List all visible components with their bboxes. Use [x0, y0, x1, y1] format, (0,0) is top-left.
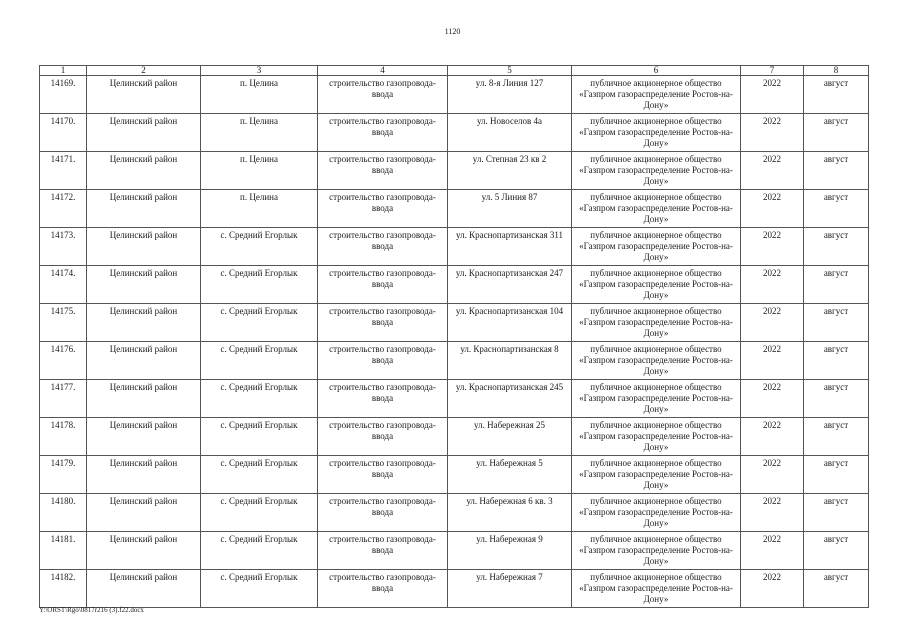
year-cell: 2022 [741, 76, 804, 114]
work-type-cell: строительство газопровода-ввода [318, 114, 448, 152]
month-cell: август [804, 342, 869, 380]
column-header: 4 [318, 66, 448, 76]
row-number-cell: 14180. [40, 494, 87, 532]
month-cell: август [804, 76, 869, 114]
district-cell: Целинский район [87, 76, 201, 114]
address-cell: ул. Степная 23 кв 2 [448, 152, 572, 190]
organization-cell: публичное акционерное общество «Газпром газораспределение Ростов-на-Дону» [572, 228, 741, 266]
table-row [40, 152, 869, 190]
locality-cell: с. Средний Егорлык [201, 304, 318, 342]
district-cell: Целинский район [87, 342, 201, 380]
address-cell: ул. Набережная 7 [448, 570, 572, 608]
month-cell: август [804, 570, 869, 608]
work-type-cell: строительство газопровода-ввода [318, 266, 448, 304]
organization-cell: публичное акционерное общество «Газпром газораспределение Ростов-на-Дону» [572, 532, 741, 570]
column-header: 1 [40, 66, 87, 76]
year-cell: 2022 [741, 114, 804, 152]
organization-cell: публичное акционерное общество «Газпром газораспределение Ростов-на-Дону» [572, 152, 741, 190]
table-row [40, 570, 869, 608]
table-row [40, 494, 869, 532]
district-cell: Целинский район [87, 570, 201, 608]
work-type-cell: строительство газопровода-ввода [318, 342, 448, 380]
address-cell: ул. Набережная 9 [448, 532, 572, 570]
district-cell: Целинский район [87, 380, 201, 418]
work-type-cell: строительство газопровода-ввода [318, 456, 448, 494]
row-number-cell: 14181. [40, 532, 87, 570]
table-row [40, 456, 869, 494]
column-header: 5 [448, 66, 572, 76]
row-number-cell: 14176. [40, 342, 87, 380]
year-cell: 2022 [741, 570, 804, 608]
district-cell: Целинский район [87, 190, 201, 228]
locality-cell: п. Целина [201, 190, 318, 228]
file-path-footer: Y:\ORST\Rgo\0817r216 (3).f22.docx [39, 606, 144, 614]
work-type-cell: строительство газопровода-ввода [318, 570, 448, 608]
month-cell: август [804, 152, 869, 190]
table-row [40, 114, 869, 152]
district-cell: Целинский район [87, 532, 201, 570]
table-row [40, 418, 869, 456]
column-header: 2 [87, 66, 201, 76]
locality-cell: с. Средний Егорлык [201, 456, 318, 494]
month-cell: август [804, 532, 869, 570]
locality-cell: с. Средний Егорлык [201, 228, 318, 266]
year-cell: 2022 [741, 380, 804, 418]
locality-cell: с. Средний Егорлык [201, 418, 318, 456]
table-row [40, 76, 869, 114]
table-row [40, 266, 869, 304]
row-number-cell: 14175. [40, 304, 87, 342]
organization-cell: публичное акционерное общество «Газпром газораспределение Ростов-на-Дону» [572, 266, 741, 304]
address-cell: ул. Краснопартизанская 104 [448, 304, 572, 342]
locality-cell: п. Целина [201, 76, 318, 114]
address-cell: ул. Набережная 6 кв. 3 [448, 494, 572, 532]
row-number-cell: 14170. [40, 114, 87, 152]
month-cell: август [804, 190, 869, 228]
table-row [40, 228, 869, 266]
organization-cell: публичное акционерное общество «Газпром газораспределение Ростов-на-Дону» [572, 456, 741, 494]
year-cell: 2022 [741, 456, 804, 494]
district-cell: Целинский район [87, 456, 201, 494]
year-cell: 2022 [741, 494, 804, 532]
organization-cell: публичное акционерное общество «Газпром газораспределение Ростов-на-Дону» [572, 570, 741, 608]
organization-cell: публичное акционерное общество «Газпром газораспределение Ростов-на-Дону» [572, 418, 741, 456]
district-cell: Целинский район [87, 418, 201, 456]
month-cell: август [804, 456, 869, 494]
table-body [40, 76, 869, 608]
year-cell: 2022 [741, 152, 804, 190]
locality-cell: с. Средний Егорлык [201, 266, 318, 304]
address-cell: ул. Набережная 5 [448, 456, 572, 494]
address-cell: ул. Краснопартизанская 245 [448, 380, 572, 418]
organization-cell: публичное акционерное общество «Газпром газораспределение Ростов-на-Дону» [572, 342, 741, 380]
organization-cell: публичное акционерное общество «Газпром газораспределение Ростов-на-Дону» [572, 114, 741, 152]
organization-cell: публичное акционерное общество «Газпром газораспределение Ростов-на-Дону» [572, 494, 741, 532]
row-number-cell: 14171. [40, 152, 87, 190]
register-table [39, 65, 869, 608]
locality-cell: с. Средний Егорлык [201, 494, 318, 532]
locality-cell: с. Средний Егорлык [201, 570, 318, 608]
row-number-cell: 14174. [40, 266, 87, 304]
column-header: 3 [201, 66, 318, 76]
locality-cell: п. Целина [201, 114, 318, 152]
organization-cell: публичное акционерное общество «Газпром газораспределение Ростов-на-Дону» [572, 190, 741, 228]
district-cell: Целинский район [87, 304, 201, 342]
organization-cell: публичное акционерное общество «Газпром газораспределение Ростов-на-Дону» [572, 304, 741, 342]
work-type-cell: строительство газопровода-ввода [318, 152, 448, 190]
table-row [40, 304, 869, 342]
work-type-cell: строительство газопровода-ввода [318, 228, 448, 266]
district-cell: Целинский район [87, 152, 201, 190]
address-cell: ул. Новоселов 4а [448, 114, 572, 152]
row-number-cell: 14177. [40, 380, 87, 418]
table-row [40, 532, 869, 570]
year-cell: 2022 [741, 190, 804, 228]
month-cell: август [804, 228, 869, 266]
work-type-cell: строительство газопровода-ввода [318, 418, 448, 456]
row-number-cell: 14173. [40, 228, 87, 266]
locality-cell: п. Целина [201, 152, 318, 190]
row-number-cell: 14179. [40, 456, 87, 494]
page-number: 1120 [444, 27, 461, 36]
work-type-cell: строительство газопровода-ввода [318, 304, 448, 342]
address-cell: ул. Краснопартизанская 8 [448, 342, 572, 380]
column-header: 8 [804, 66, 869, 76]
work-type-cell: строительство газопровода-ввода [318, 494, 448, 532]
row-number-cell: 14178. [40, 418, 87, 456]
year-cell: 2022 [741, 304, 804, 342]
organization-cell: публичное акционерное общество «Газпром газораспределение Ростов-на-Дону» [572, 380, 741, 418]
address-cell: ул. 8-я Линия 127 [448, 76, 572, 114]
column-header: 6 [572, 66, 741, 76]
year-cell: 2022 [741, 266, 804, 304]
year-cell: 2022 [741, 342, 804, 380]
district-cell: Целинский район [87, 114, 201, 152]
address-cell: ул. Набережная 25 [448, 418, 572, 456]
table-row [40, 342, 869, 380]
month-cell: август [804, 114, 869, 152]
district-cell: Целинский район [87, 228, 201, 266]
district-cell: Целинский район [87, 494, 201, 532]
address-cell: ул. Краснопартизанская 247 [448, 266, 572, 304]
locality-cell: с. Средний Егорлык [201, 342, 318, 380]
work-type-cell: строительство газопровода-ввода [318, 532, 448, 570]
district-cell: Целинский район [87, 266, 201, 304]
month-cell: август [804, 266, 869, 304]
month-cell: август [804, 494, 869, 532]
month-cell: август [804, 418, 869, 456]
work-type-cell: строительство газопровода-ввода [318, 380, 448, 418]
year-cell: 2022 [741, 418, 804, 456]
locality-cell: с. Средний Егорлык [201, 380, 318, 418]
organization-cell: публичное акционерное общество «Газпром газораспределение Ростов-на-Дону» [572, 76, 741, 114]
work-type-cell: строительство газопровода-ввода [318, 76, 448, 114]
column-header: 7 [741, 66, 804, 76]
address-cell: ул. Краснопартизанская 311 [448, 228, 572, 266]
row-number-cell: 14182. [40, 570, 87, 608]
table-row [40, 380, 869, 418]
year-cell: 2022 [741, 228, 804, 266]
year-cell: 2022 [741, 532, 804, 570]
month-cell: август [804, 304, 869, 342]
month-cell: август [804, 380, 869, 418]
header-row [40, 66, 869, 76]
table-row [40, 190, 869, 228]
address-cell: ул. 5 Линия 87 [448, 190, 572, 228]
row-number-cell: 14172. [40, 190, 87, 228]
row-number-cell: 14169. [40, 76, 87, 114]
locality-cell: с. Средний Егорлык [201, 532, 318, 570]
work-type-cell: строительство газопровода-ввода [318, 190, 448, 228]
